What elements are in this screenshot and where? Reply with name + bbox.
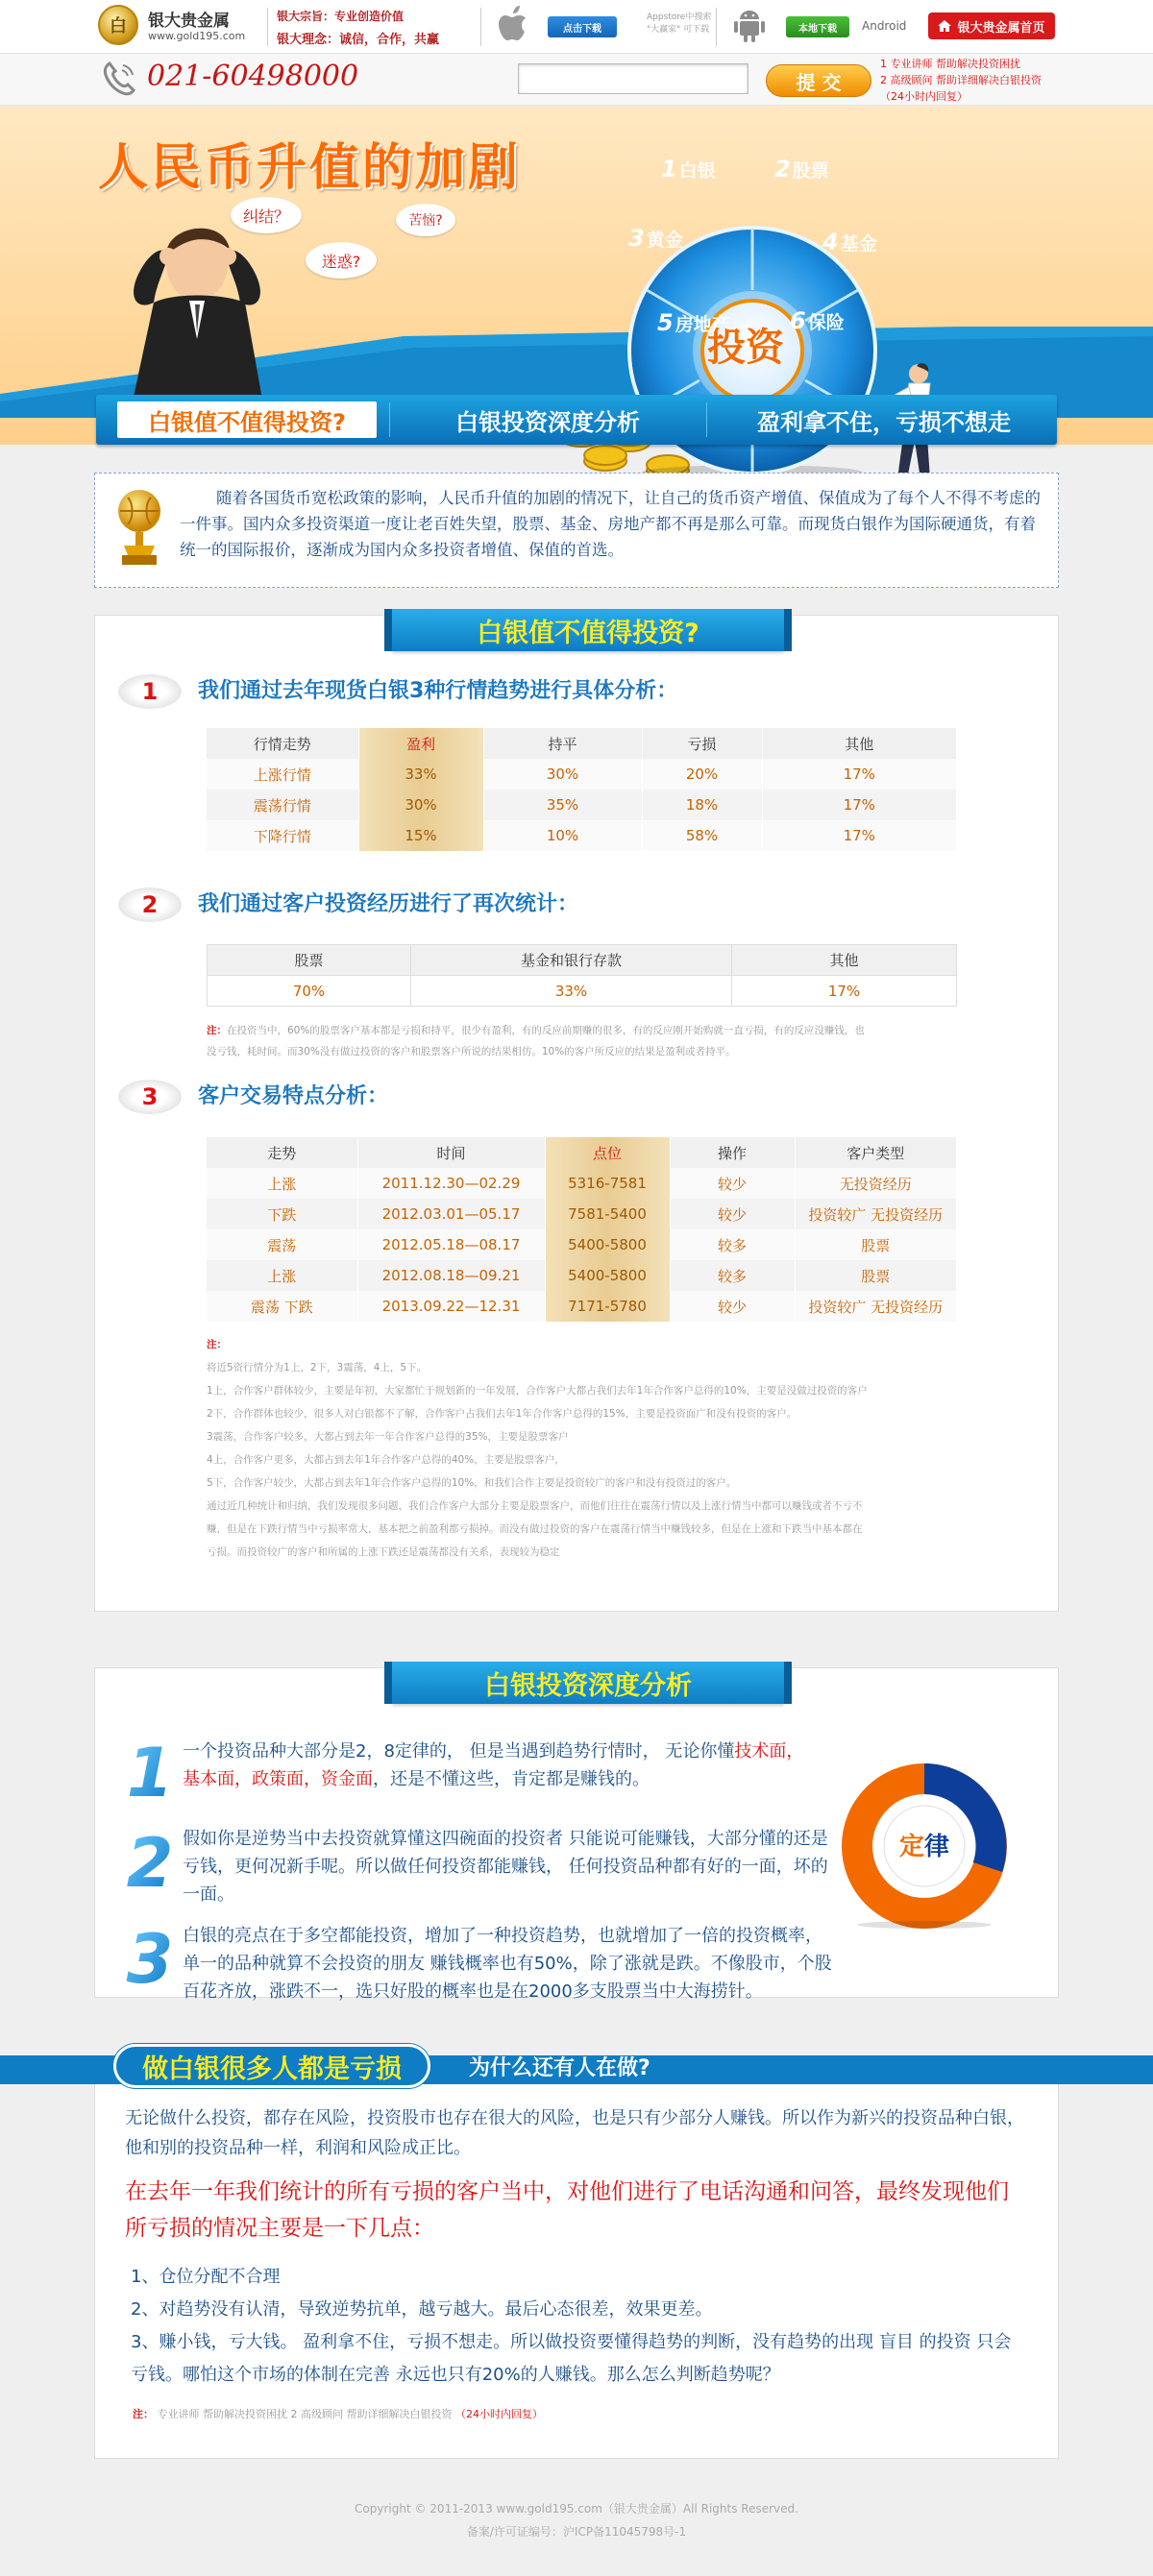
table-cell: 无投资经历	[795, 1168, 957, 1199]
table-cell: 17%	[762, 820, 957, 851]
table-cell: 58%	[642, 820, 762, 851]
analysis-point-2: 假如你是逆势当中去投资就算懂这四碗面的投资者 只能说可能赚钱，大部分懂的还是亏钱，更何况新手呢。所以做任何投资都能赚钱， 任何投资品种都有好的一面，坏的一面。	[183, 1829, 828, 1905]
service-note	[880, 56, 1042, 105]
tab-profit-loss[interactable]: 盈利拿不住，亏损不想走	[757, 408, 1011, 436]
experience-note	[207, 1020, 966, 1062]
list-item: 1、仓位分配不合理	[131, 2267, 281, 2287]
table-cell: 震荡 下跌	[207, 1291, 357, 1322]
note-line: 2下，合作群体也较少，很多人对白银都不了解，合作客户占我们去年1年合作客户总得的15%，主要是投资面广和没有投资的客户。	[207, 1408, 797, 1420]
analysis-point-3: 白银的亮点在于多空都能投资，增加了一种投资趋势，也就增加了一倍的投资概率，单一的品种就算不会投资的朋友 赚钱概率也有50%，除了涨就是跌。不像股市，个股百花齐放，涨跌不一，选只好股的概率也是在2000多支股票当中大海捞针。	[183, 1926, 832, 2002]
footer-icp: 备案/许可证编号：沪ICP备11045798号-1	[466, 2525, 687, 2539]
big-number-1	[126, 1734, 174, 1812]
wheel-item-real-estate	[657, 309, 730, 336]
donut-center-char: 定	[899, 1833, 925, 1861]
thought-bubble: 迷惑?	[306, 242, 377, 279]
home-button-label: 银大贵金属首页	[957, 20, 1045, 36]
table-cell: 较少	[670, 1291, 795, 1322]
table-header: 基金和银行存款	[411, 945, 732, 976]
tab-worth-investing[interactable]: 白银值不值得投资?	[117, 401, 377, 438]
losses-paragraph: 无论做什么投资，都存在风险，投资股市也存在很大的风险，也是只有少部分人赚钱。所以作为新兴的投资品种白银，他和别的投资品种一样，利润和风险成正比。	[125, 2108, 1024, 2158]
service-note-3: （24小时内回复）	[880, 90, 968, 103]
losses-band-question: 为什么还有人在做?	[469, 2056, 650, 2080]
note-line: 通过近几种统计和归纳，我们发现很多问题，我们合作客户大部分主要是股票客户，而他们往往在震荡行情以及上涨行情当中都可以赚钱或者不亏不	[207, 1500, 863, 1512]
table-cell: 5316-7581	[545, 1168, 670, 1199]
step-title: 我们通过客户投资经历进行了再次统计：	[198, 892, 579, 916]
big-number-glyph: 2	[126, 1824, 174, 1903]
table-header-row	[207, 1137, 957, 1168]
android-icon	[732, 6, 767, 44]
table-header-row	[208, 945, 957, 976]
wheel-item-insurance	[790, 307, 845, 334]
table-cell: 33%	[358, 759, 483, 790]
table-header: 其他	[762, 728, 957, 759]
donut-center-char: 律	[924, 1833, 950, 1861]
list-item: 3、赚小钱，亏大钱。 盈利拿不住，亏损不想走。所以做投资要懂得趋势的判断，没有趋势的出现 盲目 的投资 只会亏钱。哪怕这个市场的体制在完善 永远也只有20%的人赚钱。那么怎么判断趋势呢？	[131, 2332, 1012, 2385]
appstore-note-line-2: "大赢家" 可下载	[647, 25, 710, 35]
donut-right-label: 8	[980, 1823, 1003, 1861]
table-cell: 上涨行情	[207, 759, 358, 790]
section-ribbon: 白银投资深度分析	[392, 1662, 784, 1704]
intro-box	[94, 473, 1059, 588]
analysis-point-1	[183, 1738, 807, 1793]
table-header: 股票	[208, 945, 411, 976]
note-line: 5下，合作客户较少，大都占到去年1年合作客户总得的10%，和我们合作主要是投资较广的客户和没有投资过的客户。	[207, 1477, 737, 1489]
wheel-item-num: 3	[628, 225, 645, 252]
trophy-icon	[112, 486, 166, 572]
table-cell: 上涨	[207, 1168, 357, 1199]
big-number-3	[126, 1920, 174, 1999]
apple-icon	[498, 4, 532, 44]
table-header: 时间	[357, 1137, 545, 1168]
table-row	[207, 1260, 957, 1291]
table-row	[207, 1168, 957, 1199]
ios-download-button[interactable]: 点击下载	[548, 16, 617, 37]
note-label: 注：	[207, 1339, 227, 1350]
table-header: 走势	[207, 1137, 357, 1168]
analysis-highlight: 技术面，基本面，政策面，资金面	[183, 1741, 804, 1789]
table-header: 其他	[732, 945, 957, 976]
footer-copyright: Copyright © 2011-2013 www.gold195.com（银大贵金属）All Rights Reserved.	[355, 2502, 798, 2515]
divider	[389, 402, 390, 437]
analysis-text: ，还是不懂这些，肯定都是赚钱的。	[373, 1769, 650, 1789]
table-cell: 较少	[670, 1199, 795, 1229]
table-header: 亏损	[642, 728, 762, 759]
table-cell: 5400-5800	[545, 1260, 670, 1291]
table-header: 客户类型	[795, 1137, 957, 1168]
losses-list	[131, 2261, 1024, 2392]
wheel-item-num: 5	[657, 309, 674, 336]
table-header-row	[207, 728, 957, 759]
wheel-item-stocks	[774, 156, 829, 182]
service-note-2: 2 高级顾问 帮助详细解决白银投资	[880, 74, 1042, 86]
divider	[480, 8, 481, 46]
divider	[706, 402, 707, 437]
android-label: Android	[862, 19, 907, 33]
table-cell: 较多	[670, 1229, 795, 1260]
step-title: 我们通过去年现货白银3种行情趋势进行具体分析：	[198, 679, 678, 703]
step-badge: 2	[118, 887, 182, 922]
losses-band-title: 做白银很多人都是亏损	[113, 2044, 430, 2088]
table-cell: 投资较广 无投资经历	[795, 1291, 957, 1322]
section-ribbon: 白银值不值得投资?	[392, 609, 784, 651]
table-cell: 70%	[208, 976, 411, 1007]
table-cell: 17%	[762, 759, 957, 790]
thought-bubble: 苦恼?	[396, 204, 455, 236]
wheel-item-num: 4	[822, 229, 839, 255]
submit-button[interactable]: 提 交	[766, 64, 871, 97]
note-line: 没亏钱，耗时间。而30%没有做过投资的客户和股票客户所说的结果相仿。10%的客户所反应的结果是盈利或者持平。	[207, 1046, 736, 1057]
divider	[267, 8, 268, 46]
home-button[interactable]	[928, 12, 1055, 39]
intro-text: 随着各国货币宽松政策的影响，人民币升值的加剧的情况下，让自己的货币资产增值、保值成为了每个人不得不考虑的一件事。国内众多投资渠道一度让老百姓失望，股票、基金、房地产都不再是那么可靠。而现货白银作为国际硬通货，有着统一的国际报价，逐渐成为国内众多投资者增值、保值的首选。	[180, 489, 1041, 559]
table-cell: 2012.08.18—09.21	[357, 1260, 545, 1291]
table-cell: 股票	[795, 1229, 957, 1260]
trend-table	[207, 728, 957, 851]
table-header: 持平	[483, 728, 642, 759]
table-cell: 较多	[670, 1260, 795, 1291]
hotline-number: 021-60498000	[147, 60, 359, 93]
table-cell: 17%	[732, 976, 957, 1007]
wheel-item-num: 2	[774, 156, 791, 182]
table-cell: 15%	[358, 820, 483, 851]
logo-name[interactable]: 银大贵金属	[148, 12, 230, 31]
table-row	[207, 759, 957, 790]
note-label: 注：	[133, 2408, 154, 2420]
step-title: 客户交易特点分析：	[198, 1084, 389, 1108]
step-badge: 3	[118, 1080, 182, 1114]
customer-trades-table	[207, 1137, 957, 1322]
home-icon	[938, 20, 951, 32]
big-number-2	[126, 1824, 174, 1903]
table-row	[207, 790, 957, 820]
thought-bubble: 纠结？	[231, 197, 302, 233]
big-number-glyph: 3	[126, 1920, 174, 1999]
table-cell: 18%	[642, 790, 762, 820]
table-cell: 7171-5780	[545, 1291, 670, 1322]
service-note-1: 1 专业讲师 帮助解决投资困扰	[880, 58, 1020, 70]
note-line: 赚，但是在下跌行情当中亏损率常大，基本把之前盈利都亏损掉。而没有做过投资的客户在震荡行情当中赚钱较多，但是在上涨和下跌当中基本都在	[207, 1523, 863, 1535]
table-cell: 10%	[483, 820, 642, 851]
table-cell: 30%	[483, 759, 642, 790]
donut-center-label	[899, 1827, 949, 1862]
analysis-text: 一个投资品种大部分是2，8定律的， 但是当遇到趋势行情时， 无论你懂	[183, 1741, 735, 1762]
note-line: 亏损。而投资较广的客户和所属的上涨下跌还是震荡都没有关系，表现较为稳定	[207, 1546, 560, 1558]
table-cell: 20%	[642, 759, 762, 790]
table-cell: 股票	[795, 1260, 957, 1291]
wheel-item-funds	[822, 229, 877, 255]
table-cell: 2012.05.18—08.17	[357, 1229, 545, 1260]
trades-note	[207, 1333, 966, 1564]
question-input[interactable]	[518, 63, 748, 94]
note-label: 注：	[207, 1025, 227, 1036]
slogan-philosophy: 银大理念：诚信，合作，共赢	[277, 33, 440, 47]
table-row	[207, 1199, 957, 1229]
step-badge: 1	[118, 674, 182, 709]
note-line: 3震荡，合作客户较多，大都占到去年一年合作客户总得的35%，主要是股票客户	[207, 1431, 569, 1443]
table-cell: 30%	[358, 790, 483, 820]
divider	[716, 8, 717, 46]
logo-url: www.gold195.com	[148, 30, 246, 42]
android-download-button[interactable]: 本地下载	[786, 16, 849, 37]
table-cell: 震荡	[207, 1229, 357, 1260]
table-cell: 35%	[483, 790, 642, 820]
big-number-glyph: 1	[126, 1734, 174, 1812]
table-cell: 下跌	[207, 1199, 357, 1229]
phone-icon	[100, 60, 138, 98]
note-line: 在投资当中，60%的股票客户基本都是亏损和持平，很少有盈利，有的反应前期赚的很多，有的反应刚开始购就一直亏损，有的反应没赚钱，也	[227, 1025, 865, 1036]
wheel-item-label: 基金	[840, 233, 877, 255]
note-line: 1上，合作客户群体较少，主要是年初，大家都忙于规划新的一年发展，合作客户大都占我们去年1年合作客户总得的10%，主要是没做过投资的客户	[207, 1385, 868, 1397]
slogan-purpose: 银大宗旨：专业创造价值	[277, 10, 405, 23]
table-header: 操作	[670, 1137, 795, 1168]
wheel-item-num: 6	[790, 307, 806, 334]
note-line: 专业讲师 帮助解决投资困扰 2 高级顾问 帮助详细解决白银投资	[157, 2408, 453, 2420]
wheel-item-label: 白银	[678, 160, 716, 182]
table-cell: 2013.09.22—12.31	[357, 1291, 545, 1322]
wheel-item-label: 保险	[807, 312, 845, 333]
table-cell: 震荡行情	[207, 790, 358, 820]
appstore-note-line-1: Appstore中搜索	[647, 12, 712, 22]
appstore-note	[647, 12, 711, 36]
table-cell: 2012.03.01—05.17	[357, 1199, 545, 1229]
table-cell: 33%	[411, 976, 732, 1007]
table-cell: 7581-5400	[545, 1199, 670, 1229]
table-header: 盈利	[358, 728, 483, 759]
table-cell: 17%	[762, 790, 957, 820]
table-cell: 投资较广 无投资经历	[795, 1199, 957, 1229]
wheel-center-label: 投资	[707, 326, 784, 370]
table-header: 点位	[545, 1137, 670, 1168]
wheel-item-silver	[661, 156, 716, 182]
list-item: 2、对趋势没有认清，导致逆势抗单，越亏越大。最后心态很差，效果更差。	[131, 2299, 713, 2320]
banner-title: 人民币升值的加剧	[98, 139, 522, 197]
tab-deep-analysis[interactable]: 白银投资深度分析	[455, 408, 640, 436]
table-cell: 上涨	[207, 1260, 357, 1291]
table-cell: 5400-5800	[545, 1229, 670, 1260]
losses-highlight: 在去年一年我们统计的所有亏损的客户当中，对他们进行了电话沟通和问答，最终发现他们所亏损的情况主要是一下几点：	[125, 2179, 1009, 2241]
wheel-item-label: 房地产	[675, 314, 730, 335]
table-header: 行情走势	[207, 728, 358, 759]
experience-table	[207, 944, 957, 1007]
note-highlight: （24小时内回复）	[454, 2408, 543, 2420]
logo-icon[interactable]: 白	[98, 5, 138, 45]
table-cell: 下降行情	[207, 820, 358, 851]
wheel-item-label: 股票	[792, 160, 829, 182]
table-row	[207, 820, 957, 851]
table-row	[208, 976, 957, 1007]
donut-left-label: 2	[846, 1823, 869, 1861]
wheel-item-num: 1	[661, 156, 677, 182]
wheel-item-label: 黄金	[646, 230, 683, 251]
losses-footnote	[133, 2404, 543, 2425]
table-row	[207, 1229, 957, 1260]
table-cell: 2011.12.30—02.29	[357, 1168, 545, 1199]
note-line: 将近5资行情分为1上，2下，3震荡，4上，5下。	[207, 1362, 428, 1373]
table-row	[207, 1291, 957, 1322]
note-line: 4上，合作客户更多，大都占到去年1年合作客户总得的40%，主要是股票客户，	[207, 1454, 565, 1466]
table-cell: 较少	[670, 1168, 795, 1199]
wheel-item-gold	[628, 225, 683, 252]
